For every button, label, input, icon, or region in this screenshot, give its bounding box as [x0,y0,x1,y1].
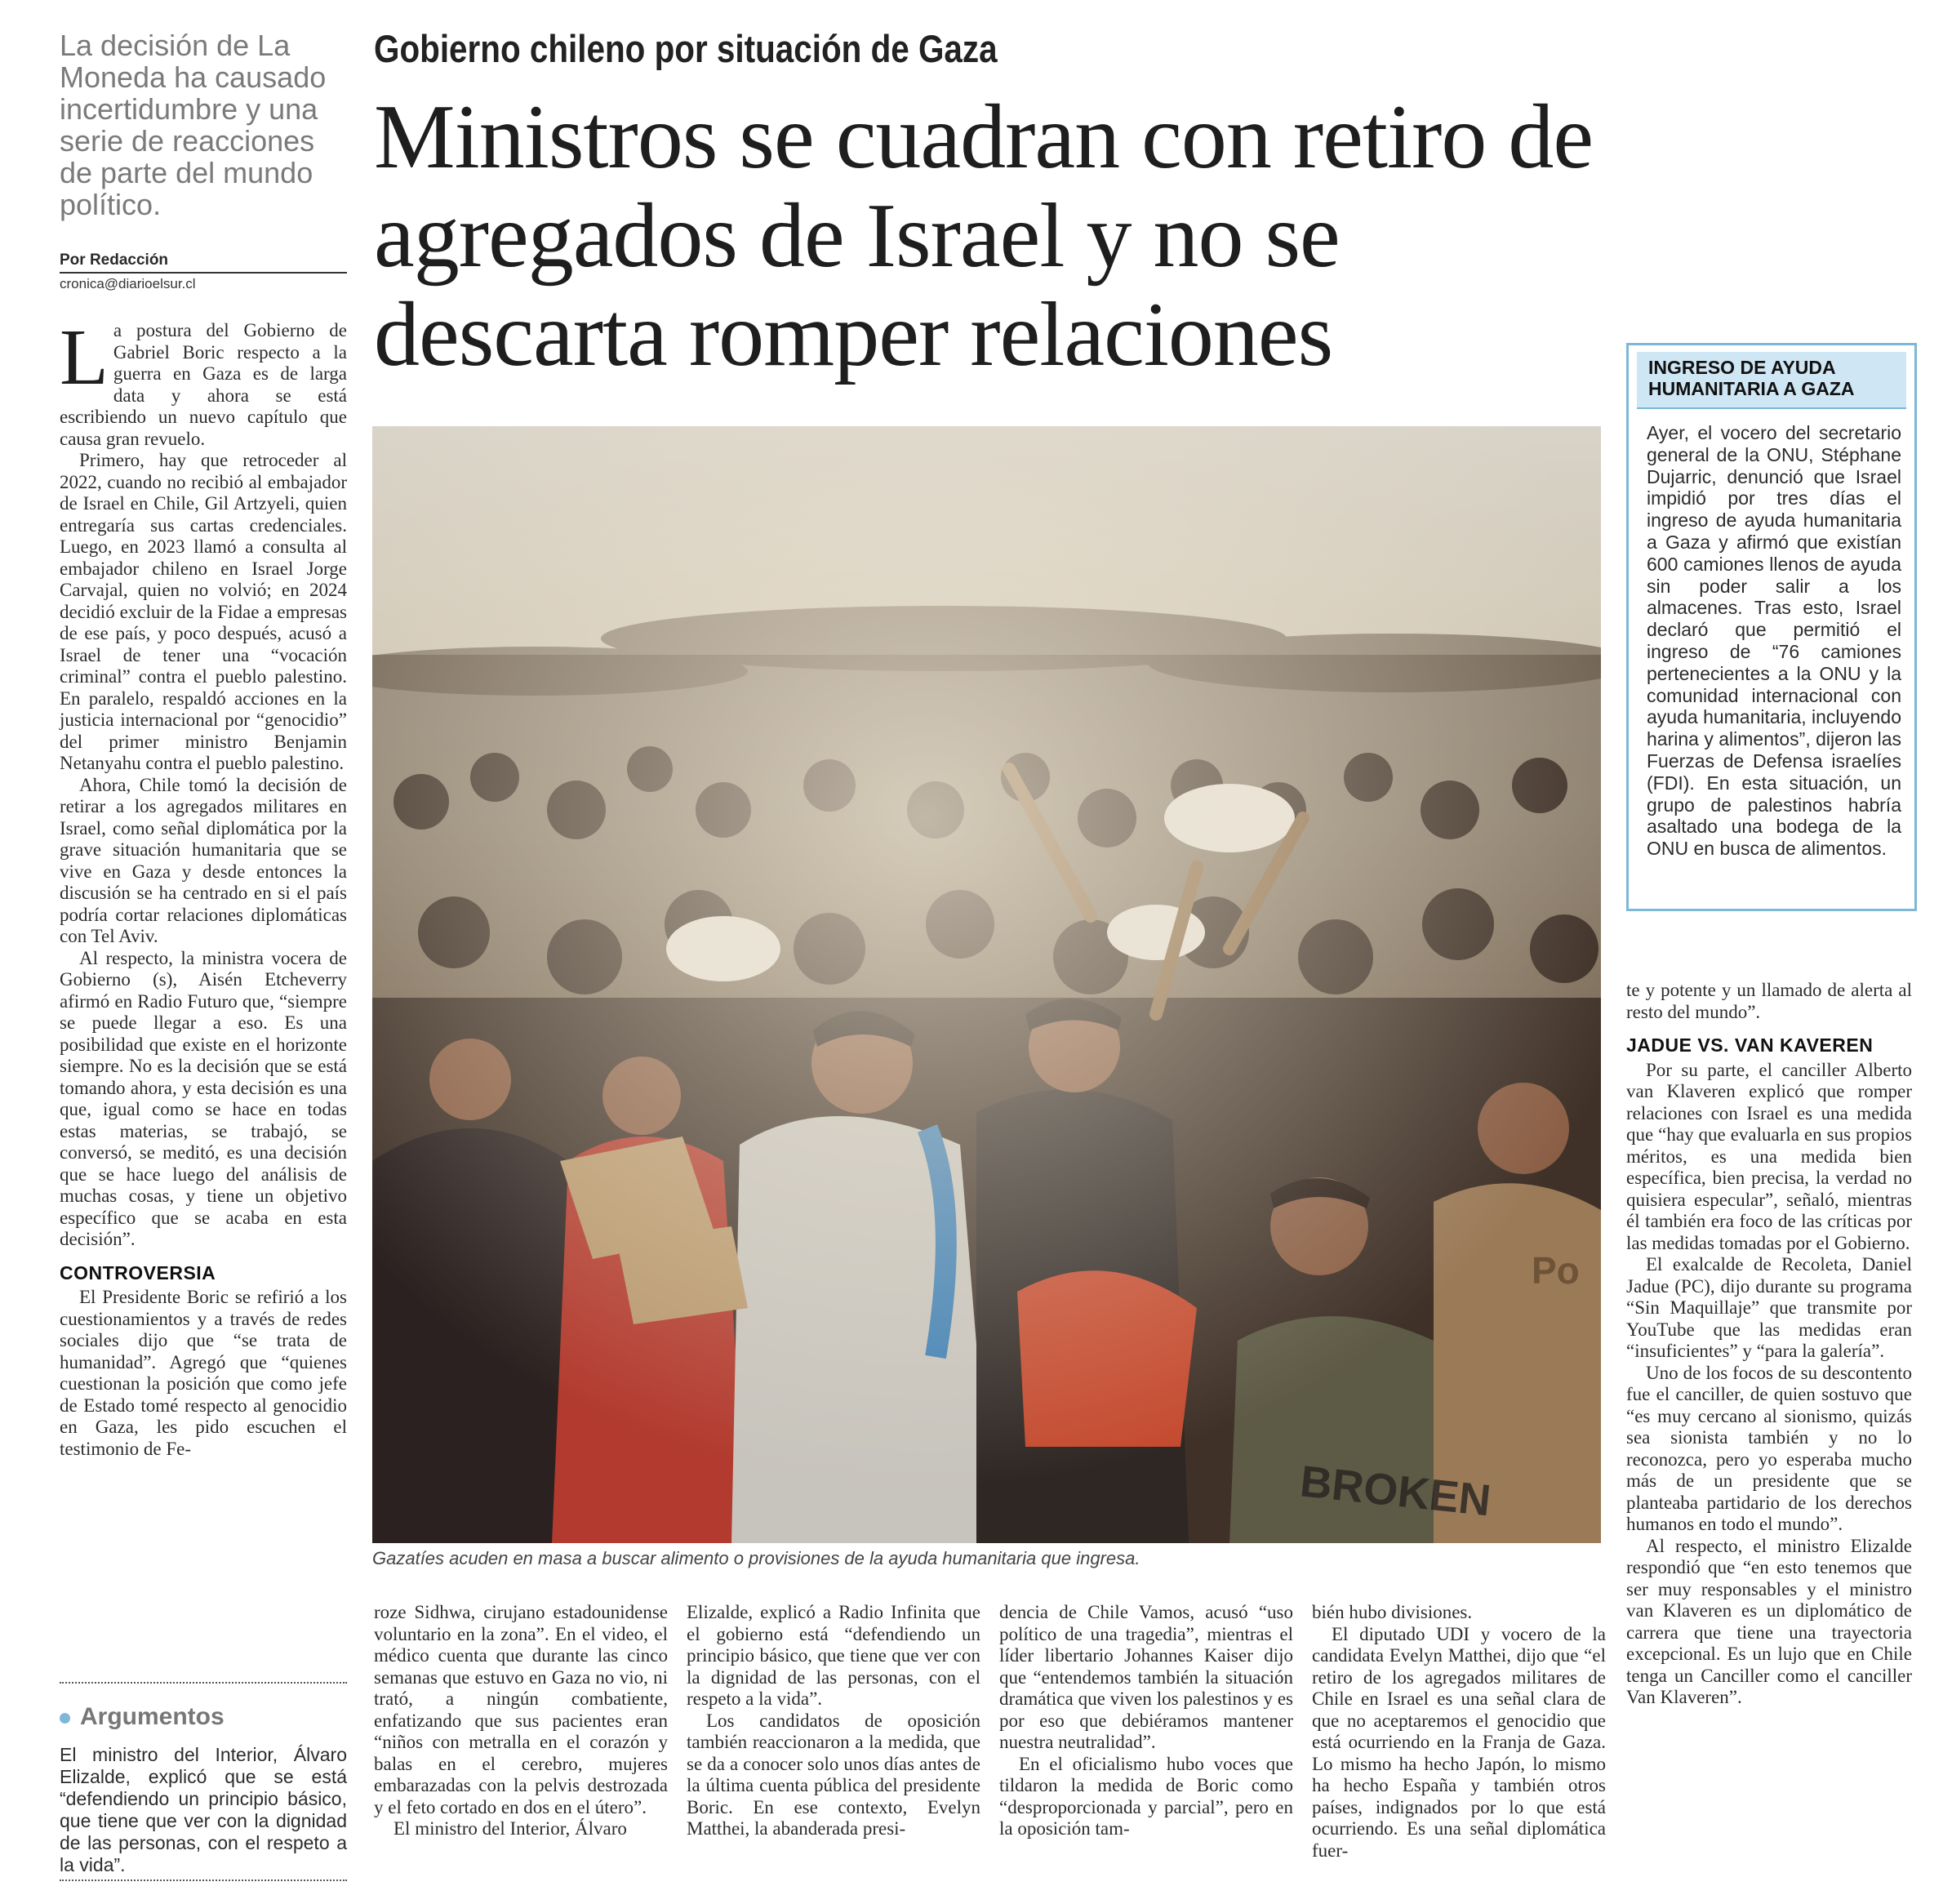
article-paragraph: Ahora, Chile tomó la decisión de retirar a los agregados militares en Israel, como señal diplomática por la grave situación humanitaria que se vive en Gaza y desde entonces la discusión se ha centrado en si el país podría cortar relaciones diplomáticas con Tel Aviv. [60,774,347,946]
article-paragraph: dencia de Chile Vamos, acusó “uso político de una tragedia”, mientras el líder libertario Johannes Kaiser dijo que “entendemos también la situación dramática que viven los palestinos y es por eso que debiéramos mantener nuestra neutralidad”. [999,1602,1293,1752]
article-paragraph: Por su parte, el canciller Alberto van Klaveren explicó que romper relaciones con Israel es una medida que “hay que evaluarla en sus propios méritos, es una medida bien específica, bien precisa, la verdad no quisiera especular”, señaló, mientras él también era foco de las críticas por las medidas tomadas por el Gobierno. [1626,1059,1912,1253]
article-paragraph: El exalcalde de Recoleta, Daniel Jadue (PC), dijo durante su programa “Sin Maquillaje” que transmite por YouTube que las medidas eran “insuficientes” y “para la galería”. [1626,1254,1912,1361]
article-column-bottom-4 [1312,1602,1606,1862]
byline: Por Redacción [60,251,347,274]
article-paragraph: La postura del Gobierno de Gabriel Boric respecto a la guerra en Gaza es de larga data y ahora se está escribiendo un nuevo capítulo que causa gran revuelo. [60,314,347,449]
article-paragraph: bién hubo divisiones. [1312,1602,1473,1622]
bullet-dot-icon [60,1713,70,1724]
headline: Ministros se cuadran con retiro de agregados de Israel y no se descarta romper relaciones [374,87,1594,385]
kicker: Gobierno chileno por situación de Gaza [374,27,998,70]
article-paragraph: Al respecto, el ministro Elizalde respondió que “en esto tenemos que ser muy responsables y el ministro van Klaveren es un diplomático de carrera que tiene una trayectoria excepcional. Es un lujo que en Chile tenga un Canciller como el canciller Van Klaveren”. [1626,1535,1912,1707]
article-column-bottom-2 [687,1602,980,1840]
gaza-crowd-photo [372,426,1601,1543]
subhead-jadue: JADUE VS. VAN KAVEREN [1626,1034,1874,1056]
article-paragraph: Elizalde, explicó a Radio Infinita que el gobierno está “defendiendo un principio básico, que tiene que ver con la dignidad de las personas, con el respeto a la vida”. [687,1602,980,1709]
sidebar-box [1626,343,1917,911]
sidebar-text: Ayer, el vocero del secretario general de la ONU, Stéphane Dujarric, denunció que Israel impidió por tres días el ingreso de ayuda humanitaria a Gaza y afirmó que existían 600 camiones llenos de ayuda sin poder salir a los almacenes. Tras esto, Israel declaró que permitió el ingreso de “76 camiones pertenecientes a la ONU y la comunidad internacional con ayuda humanitaria, incluyendo harina y alimentos”, dijeron las Fuerzas de Defensa israelíes (FDI). En esta situación, un grupo de palestinos habría asaltado una bodega de la ONU en busca de alimentos. [1647,422,1901,860]
article-column-bottom-1 [374,1602,668,1840]
sidebar-header [1637,352,1906,409]
photo-caption: Gazatíes acuden en masa a buscar alimento o provisiones de la ayuda humanitaria que ingresa. [372,1548,1140,1568]
article-paragraph: te y potente y un llamado de alerta al resto del mundo”. [1626,980,1912,1022]
argumentos-heading: Argumentos [60,1703,225,1731]
article-column-1 [60,314,347,1460]
article-paragraph: Uno de los focos de su descontento fue el canciller, de quien sostuvo que “es muy cercano al sionismo, quizás sea sionista también y no lo reconozca, pero yo esperaba mucho más de un presidente que se planteaba partidario de los derechos humanos en todo el mundo”. [1626,1362,1912,1534]
article-paragraph: Los candidatos de oposición también reaccionaron a la medida, que se da a conocer solo unos días antes de la última cuenta pública del presidente Boric. En ese contexto, Evelyn Matthei, la abanderada presi- [687,1710,980,1839]
article-paragraph: Primero, hay que retroceder al 2022, cuando no recibió al embajador de Israel en Chile, Gil Artzyeli, quien entregaría sus cartas credenciales. Luego, en 2023 llamó a consulta al embajador chileno en Israel Jorge Carvajal, quien no volvió; en 2024 decidió excluir de la Fidae a empresas de ese país, y poco después, acusó a Israel de tener una “vocación criminal” contra el pueblo palestino. En paralelo, respaldó acciones en la justicia internacional por “genocidio” del primer ministro Benjamin Netanyahu contra el pueblo palestino. [60,450,347,773]
article-paragraph: El Presidente Boric se refirió a los cuestionamientos y a través de redes sociales dijo que “se trata de humanidad”. Agregó que “quienes cuestionan la posición que como jefe de Estado tomé respecto al genocidio en Gaza, les pido escuchen el testimonio de Fe- [60,1287,347,1459]
subhead-controversia: CONTROVERSIA [60,1261,216,1283]
article-paragraph: En el oficialismo hubo voces que tildaron la medida de Boric como “desproporcionada y parcial”, pero en la oposición tam- [999,1753,1293,1839]
sidebar-title: INGRESO DE AYUDA HUMANITARIA A GAZA [1648,357,1855,399]
argumentos-text: El ministro del Interior, Álvaro Elizalde, explicó que se está “defendiendo un principio básico, que tiene que ver con la dignidad de las personas, con el respeto a la vida”. [60,1744,347,1875]
article-paragraph: El diputado UDI y vocero de la candidata Evelyn Matthei, dijo que “el retiro de los agregados militares de Chile en Israel es una señal clara de que no aceptaremos el genocidio que está ocurriendo en la Franja de Gaza. Lo mismo ha hecho Japón, lo mismo ha hecho España y también otros países, indignados por lo que está ocurriendo. Es una señal diplomática fuer- [1312,1623,1606,1861]
article-paragraph: Al respecto, la ministra vocera de Gobierno (s), Aisén Etcheverry afirmó en Radio Futuro que, “siempre se puede llegar a eso. Es una posibilidad que existe en el horizonte siempre. No es la decisión que se está tomando ahora, y esta decisión es una que, igual como se hace en todas estas materias, se trabajó, se conversó, se meditó, es una decisión que se hace luego del análisis de muchas cosas, y tiene un objetivo específico que se acaba en esta decisión”. [60,947,347,1249]
article-paragraph: El ministro del Interior, Álvaro [393,1818,627,1839]
author-email: cronica@diarioelsur.cl [60,276,196,291]
dotted-divider [60,1880,347,1881]
deck-text: La decisión de La Moneda ha causado incertidumbre y una serie de reacciones de parte del mundo político. [60,29,327,221]
drop-cap: L [60,314,109,402]
article-paragraph: roze Sidhwa, cirujano estadounidense voluntario en la zona”. En el video, el médico cuenta que durante las cinco semanas que estuvo en Gaza no vio, ni trató, a ningún combatiente, enfatizando que sus pacientes eran “niños con metralla en el corazón y balas en el cerebro, mujeres embarazadas con la pelvis destrozada y el feto cortado en dos en el útero”. [374,1602,668,1817]
shirt-text: BROKEN [1297,1457,1493,1526]
dotted-divider [60,1682,347,1684]
article-column-right [1626,980,1912,1709]
article-column-bottom-3 [999,1602,1293,1840]
shirt-text-2: Po [1532,1249,1580,1292]
